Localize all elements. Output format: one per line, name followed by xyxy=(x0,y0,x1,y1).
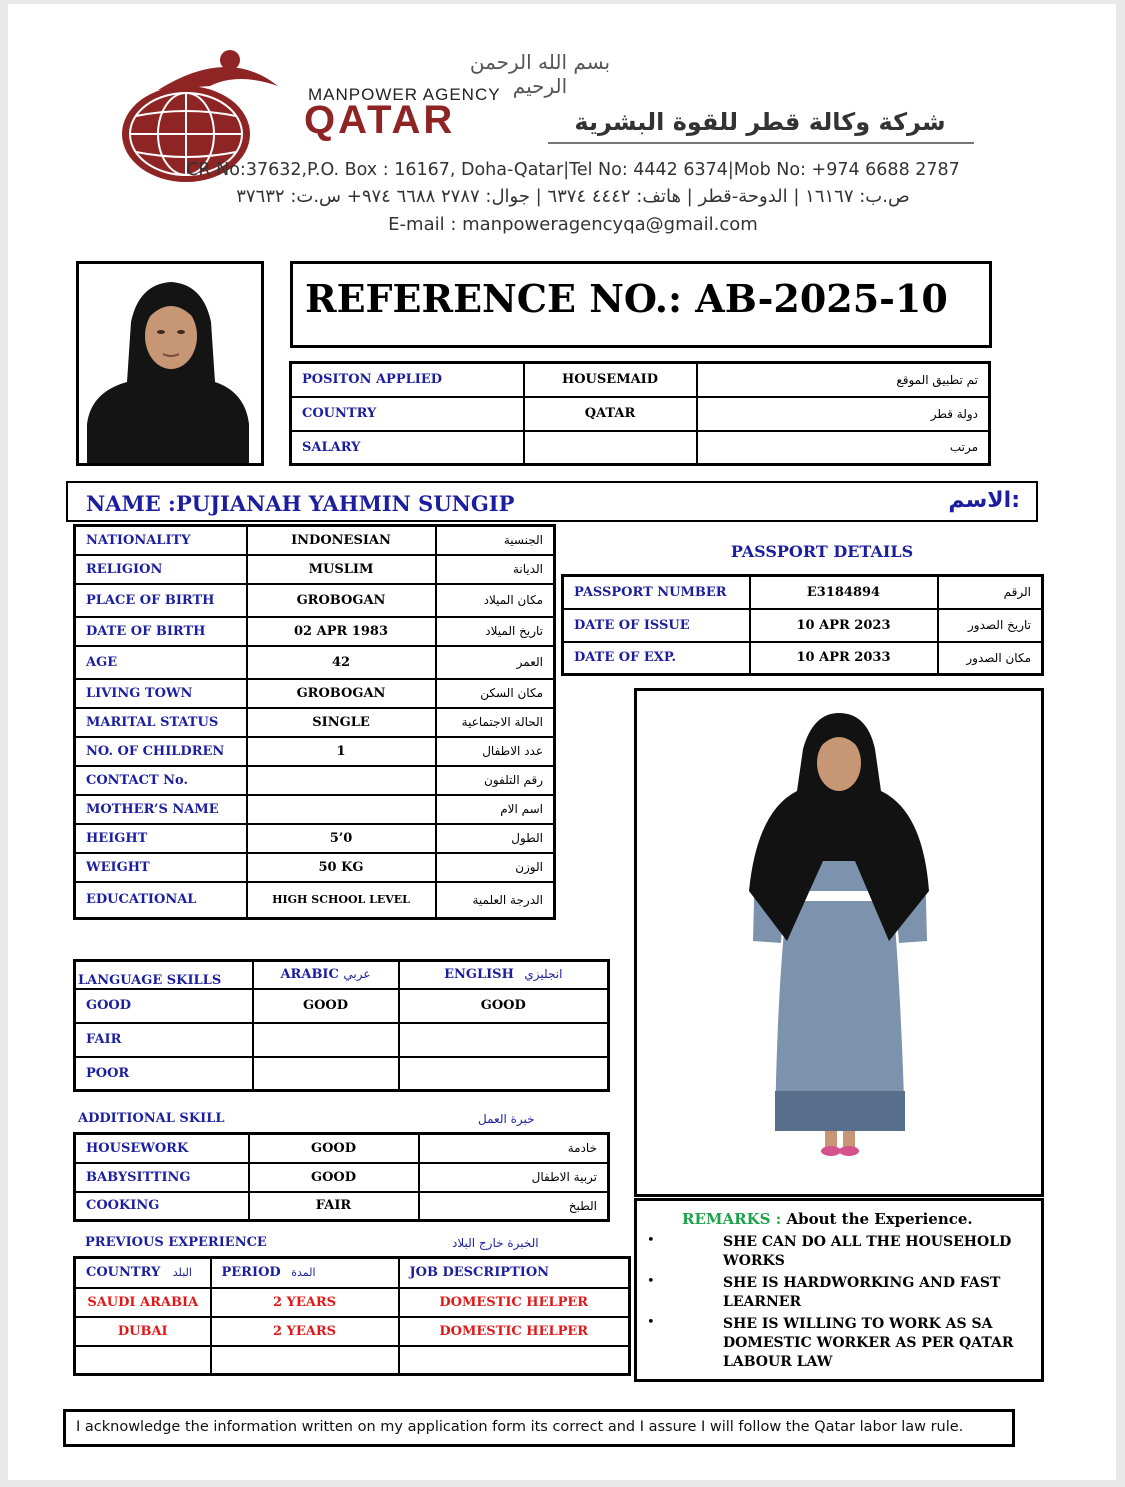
english-good: GOOD xyxy=(399,989,609,1023)
personal-label: NO. OF CHILDREN xyxy=(75,737,247,766)
personal-label: PLACE OF BIRTH xyxy=(75,584,247,617)
personal-value: 5’0 xyxy=(247,824,436,853)
personal-arabic: الطول xyxy=(436,824,555,853)
babysitting-label: BABYSITTING xyxy=(75,1163,249,1192)
english-header-en: ENGLISH xyxy=(444,967,514,983)
english-fair xyxy=(399,1023,609,1057)
arabic-column-header xyxy=(253,961,399,989)
personal-label: AGE xyxy=(75,646,247,679)
period-header-ar: المدة xyxy=(291,1266,316,1280)
email: E-mail : manpoweragencyqa@gmail.com xyxy=(388,214,758,235)
previous-experience-title: PREVIOUS EXPERIENCE xyxy=(85,1235,267,1250)
candidate-name: PUJIANAH YAHMIN SUNGIP xyxy=(176,491,515,516)
personal-value: SINGLE xyxy=(247,708,436,737)
table-row xyxy=(291,431,990,465)
personal-value xyxy=(247,766,436,795)
personal-label: NATIONALITY xyxy=(75,526,247,555)
experience-period: 2 YEARS xyxy=(211,1317,399,1346)
bullet-icon: • xyxy=(647,1274,655,1289)
expiry-date-arabic: مكان الصدور xyxy=(938,642,1043,675)
cooking-value: FAIR xyxy=(249,1192,419,1221)
personal-label: HEIGHT xyxy=(75,824,247,853)
personal-arabic: الجنسية xyxy=(436,526,555,555)
salary-arabic: مرتب xyxy=(697,431,990,465)
table-row xyxy=(75,989,609,1023)
personal-label: MOTHER’S NAME xyxy=(75,795,247,824)
personal-arabic: الوزن xyxy=(436,853,555,882)
bullet-icon: • xyxy=(647,1315,655,1330)
passport-title: PASSPORT DETAILS xyxy=(730,542,914,561)
personal-arabic: الحالة الاجتماعية xyxy=(436,708,555,737)
passport-number-arabic: الرقم xyxy=(938,576,1043,609)
personal-value: 50 KG xyxy=(247,853,436,882)
table-row xyxy=(75,708,555,737)
reference-number: REFERENCE NO.: AB-2025-10 xyxy=(305,276,948,321)
issue-date-label: DATE OF ISSUE xyxy=(563,609,750,642)
table-row xyxy=(75,1258,630,1288)
housework-value: GOOD xyxy=(249,1134,419,1163)
table-row xyxy=(75,1346,630,1375)
salary-label: SALARY xyxy=(291,431,524,465)
personal-label: EDUCATIONAL xyxy=(75,882,247,919)
table-row xyxy=(75,882,555,919)
country-label: COUNTRY xyxy=(291,397,524,431)
reference-box xyxy=(290,261,992,348)
table-row xyxy=(75,555,555,584)
experience-country-header xyxy=(75,1258,211,1288)
language-skills-header: LANGUAGE SKILLS xyxy=(75,961,253,989)
additional-skill-title-arabic: خبرة العمل xyxy=(478,1112,535,1126)
personal-arabic: تاريخ الميلاد xyxy=(436,617,555,646)
table-row xyxy=(75,853,555,882)
name-label: NAME : xyxy=(86,491,176,516)
personal-arabic: عدد الاطفال xyxy=(436,737,555,766)
personal-arabic: مكان الميلاد xyxy=(436,584,555,617)
agency-name-big: QATAR xyxy=(304,98,456,142)
experience-job xyxy=(399,1346,630,1375)
personal-arabic: الدرجة العلمية xyxy=(436,882,555,919)
experience-job: DOMESTIC HELPER xyxy=(399,1288,630,1317)
personal-value: MUSLIM xyxy=(247,555,436,584)
table-row xyxy=(75,584,555,617)
table-row xyxy=(75,1057,609,1091)
arabic-good: GOOD xyxy=(253,989,399,1023)
experience-country: DUBAI xyxy=(75,1317,211,1346)
personal-arabic: رقم التلفون xyxy=(436,766,555,795)
table-row xyxy=(563,642,1043,675)
personal-label: CONTACT No. xyxy=(75,766,247,795)
personal-value: INDONESIAN xyxy=(247,526,436,555)
personal-value: 02 APR 1983 xyxy=(247,617,436,646)
issue-date-value: 10 APR 2023 xyxy=(750,609,938,642)
table-row xyxy=(563,609,1043,642)
table-row xyxy=(291,363,990,397)
housework-label: HOUSEWORK xyxy=(75,1134,249,1163)
personal-value: GROBOGAN xyxy=(247,679,436,708)
acknowledgement-box xyxy=(63,1409,1015,1447)
contact-english: CR No:37632,P.O. Box : 16167, Doha-Qatar|Tel No: 4442 6374|Mob No: +974 6688 2787 xyxy=(186,160,960,180)
personal-value: 1 xyxy=(247,737,436,766)
personal-value: 42 xyxy=(247,646,436,679)
name-bar xyxy=(66,481,1038,522)
salary-value xyxy=(524,431,697,465)
country-header-ar: البلد xyxy=(172,1266,192,1280)
header-divider xyxy=(548,142,974,144)
arabic-fair xyxy=(253,1023,399,1057)
personal-value: GROBOGAN xyxy=(247,584,436,617)
name-arabic: الاسم: xyxy=(948,488,1020,513)
babysitting-arabic: تربية الاطفال xyxy=(419,1163,609,1192)
personal-label: WEIGHT xyxy=(75,853,247,882)
table-row xyxy=(75,1163,609,1192)
position-value: HOUSEMAID xyxy=(524,363,697,397)
remarks-subtitle: About the Experience. xyxy=(786,1210,973,1228)
english-header-ar: انجليزي xyxy=(524,967,563,982)
experience-country: SAUDI ARABIA xyxy=(75,1288,211,1317)
table-row xyxy=(75,646,555,679)
experience-period-header xyxy=(211,1258,399,1288)
table-row xyxy=(75,824,555,853)
experience-period: 2 YEARS xyxy=(211,1288,399,1317)
language-good-label: GOOD xyxy=(75,989,253,1023)
personal-details-table xyxy=(73,524,556,920)
personal-label: DATE OF BIRTH xyxy=(75,617,247,646)
arabic-poor xyxy=(253,1057,399,1091)
experience-period xyxy=(211,1346,399,1375)
passport-number-value: E3184894 xyxy=(750,576,938,609)
expiry-date-label: DATE OF EXP. xyxy=(563,642,750,675)
additional-skills-table xyxy=(73,1132,610,1222)
country-arabic: دولة قطر xyxy=(697,397,990,431)
table-row xyxy=(563,576,1043,609)
housework-arabic: خادمة xyxy=(419,1134,609,1163)
experience-country xyxy=(75,1346,211,1375)
passport-table xyxy=(561,574,1044,676)
english-poor xyxy=(399,1057,609,1091)
arabic-header-en: ARABIC xyxy=(280,967,339,983)
remarks-item: • SHE CAN DO ALL THE HOUSEHOLD WORKS xyxy=(647,1233,1012,1269)
table-row xyxy=(75,1134,609,1163)
acknowledgement-text: I acknowledge the information written on my application form its correct and I assure I will follow the Qatar labor law rule. xyxy=(76,1419,964,1435)
issue-date-arabic: تاريخ الصدور xyxy=(938,609,1043,642)
personal-label: LIVING TOWN xyxy=(75,679,247,708)
table-row xyxy=(291,397,990,431)
headshot-photo xyxy=(76,261,264,466)
personal-arabic: اسم الام xyxy=(436,795,555,824)
table-row xyxy=(75,766,555,795)
agency-name-small: MANPOWER AGENCY xyxy=(308,85,501,104)
personal-arabic: العمر xyxy=(436,646,555,679)
country-header-en: COUNTRY xyxy=(86,1265,161,1281)
table-row xyxy=(75,617,555,646)
previous-experience-table xyxy=(73,1256,631,1376)
cooking-arabic: الطبخ xyxy=(419,1192,609,1221)
english-column-header xyxy=(399,961,609,989)
contact-arabic: ص.ب: ١٦١٦٧ | الدوحة-قطر | هاتف: ٤٤٤٢ ٦٣٧٤ | جوال: ٢٧٨٧ ٦٦٨٨ ٩٧٤+ س.ت: ٣٧٦٣٢ xyxy=(236,186,910,207)
language-poor-label: POOR xyxy=(75,1057,253,1091)
position-label: POSITON APPLIED xyxy=(291,363,524,397)
cooking-label: COOKING xyxy=(75,1192,249,1221)
personal-arabic: مكان السكن xyxy=(436,679,555,708)
remarks-label: REMARKS : xyxy=(682,1210,782,1228)
passport-number-label: PASSPORT NUMBER xyxy=(563,576,750,609)
experience-job-header: JOB DESCRIPTION xyxy=(399,1258,630,1288)
bismillah: بسم الله الرحمن الرحيم xyxy=(469,50,611,98)
agency-name-arabic: شركة وكالة قطر للقوة البشرية xyxy=(574,108,946,136)
table-row xyxy=(75,1288,630,1317)
personal-arabic: الديانة xyxy=(436,555,555,584)
table-row xyxy=(75,737,555,766)
period-header-en: PERIOD xyxy=(221,1265,281,1281)
language-skills-table xyxy=(73,959,610,1092)
additional-skill-title: ADDITIONAL SKILL xyxy=(78,1111,225,1126)
arabic-header-ar: عربي xyxy=(343,967,371,982)
remarks-item: • SHE IS WILLING TO WORK AS SA DOMESTIC WORKER AS PER QATAR LABOUR LAW xyxy=(647,1315,1014,1370)
table-row xyxy=(75,1023,609,1057)
previous-experience-title-arabic: الخبرة خارج البلاد xyxy=(452,1236,539,1250)
personal-value xyxy=(247,795,436,824)
personal-value: HIGH SCHOOL LEVEL xyxy=(247,882,436,919)
table-row xyxy=(75,961,609,989)
remarks-box xyxy=(634,1198,1044,1382)
table-row xyxy=(75,1317,630,1346)
bullet-icon: • xyxy=(647,1233,655,1248)
expiry-date-value: 10 APR 2033 xyxy=(750,642,938,675)
babysitting-value: GOOD xyxy=(249,1163,419,1192)
language-fair-label: FAIR xyxy=(75,1023,253,1057)
table-row xyxy=(75,526,555,555)
remarks-item: • SHE IS HARDWORKING AND FAST LEARNER xyxy=(647,1274,1001,1310)
experience-job: DOMESTIC HELPER xyxy=(399,1317,630,1346)
country-value: QATAR xyxy=(524,397,697,431)
position-arabic: تم تطبيق الموقع xyxy=(697,363,990,397)
table-row xyxy=(75,1192,609,1221)
personal-label: MARITAL STATUS xyxy=(75,708,247,737)
personal-label: RELIGION xyxy=(75,555,247,584)
full-body-photo xyxy=(634,688,1044,1197)
position-table xyxy=(289,361,991,466)
table-row xyxy=(75,679,555,708)
table-row xyxy=(75,795,555,824)
